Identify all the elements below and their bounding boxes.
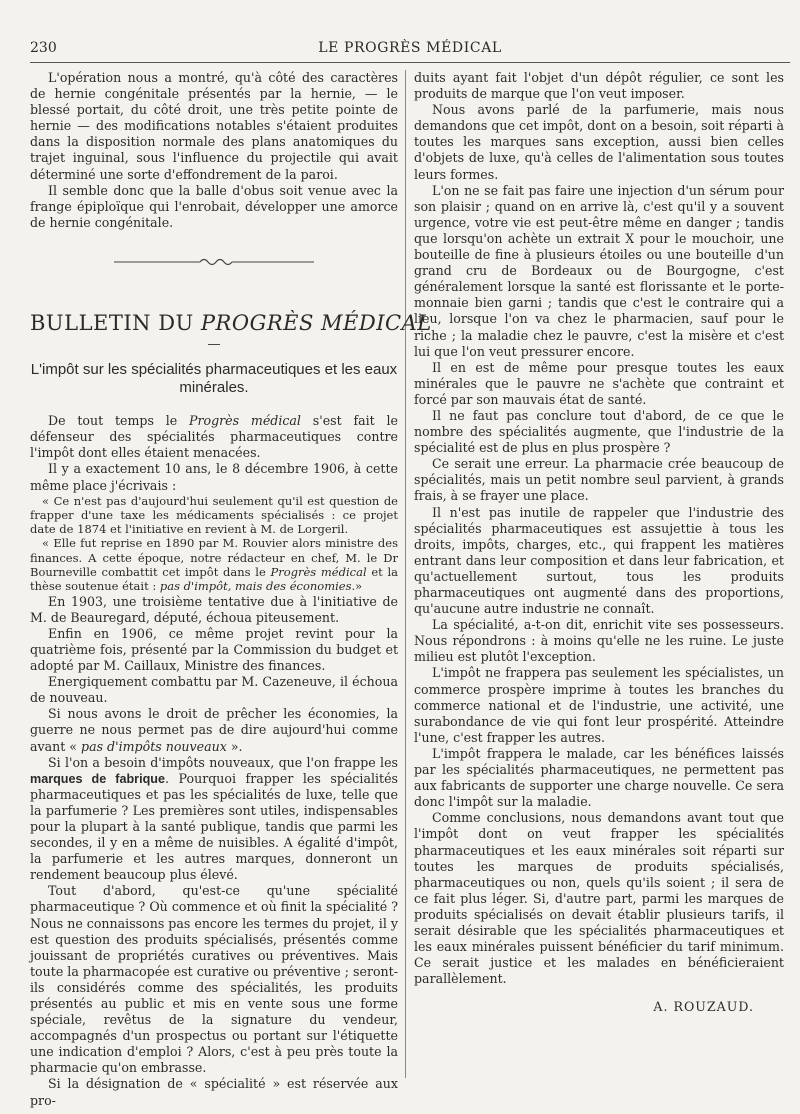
paragraph: L'on ne se fait pas faire une injection d'un sérum pour son plaisir ; quand on en arrive là, c'est qu'il y a souvent urgence, votre vie est peut-être même en danger ; tandis que lorsqu'on achète un extrait X pour le mouchoir, une bouteille de fine à plusieurs étoiles ou une bouteille d'un grand cru de Bordeaux ou de Bourgogne, c'est généralement lorsque la santé est florissante et le porte-monnaie bien garni ; tandis que c'est le contraire qui a lieu, lorsque l'on va chez le pharmacien, sauf pour le riche ; la maladie chez le pauvre, c'est la misère et c'est lui que l'on veut pressurer encore.	[414, 182, 784, 359]
paragraph: Enfin en 1906, ce même projet revint pour la quatrième fois, présenté par la Commission du budget et adopté par M. Caillaux, Ministre des finances.	[30, 625, 398, 674]
header-rule	[30, 62, 790, 63]
column-rule	[405, 70, 406, 1078]
paragraph: Il y a exactement 10 ans, le 8 décembre 1906, à cette même place j'écrivais :	[30, 461, 398, 493]
paragraph: La spécialité, a-t-on dit, enrichit vite ses possesseurs. Nous répondrons : à moins qu'elle ne les ruine. Le juste milieu est plutôt l'exception.	[414, 617, 784, 665]
paragraph: En 1903, une troisième tentative due à l'initiative de M. de Beauregard, député, échoua piteusement.	[30, 593, 398, 625]
paragraph: Tout d'abord, qu'est-ce qu'une spécialité pharmaceutique ? Où commence et où finit la spécialité ? Nous ne connaissons pas encore les termes du projet, il y est question des produits spécialisés, présentés comme jouissant de propriétés curatives ou préventives. Mais toute la pharmacopée est curative ou préventive ; seront-ils considérés comme des spécialités, les produits présentés au public et mis en vente sous une forme spéciale, revêtus de la signature du vendeur, accompagnés d'un prospectus ou portant sur l'étiquette une indication d'emploi ? Alors, c'est à peu près toute la pharmacie qu'on embrasse.	[30, 883, 398, 1076]
quote-paragraph: « Elle fut reprise en 1890 par M. Rouvier alors ministre des finances. A cette époque, notre rédacteur en chef, M. le Dr Bourneville combattit cet impôt dans le Progrès médical et la thèse soutenue était : pas d'impôt, mais des économies.»	[30, 536, 398, 594]
paragraph: Il semble donc que la balle d'obus soit venue avec la frange épiploïque qui l'enrobait, développer une amorce de hernie congénitale.	[30, 182, 398, 230]
paragraph: Nous avons parlé de la parfumerie, mais nous demandons que cet impôt, dont on a besoin, soit réparti à toutes les marques sans exception, aussi bien celles d'objets de luxe, qu'à celles de l'alimentation sous toutes leurs formes.	[414, 102, 784, 182]
author-signature: A. ROUZAUD.	[653, 999, 754, 1015]
paragraph: L'impôt ne frappera pas seulement les spécialistes, un commerce prospère imprime à toutes les branches du commerce national et de l'industrie, une activité, une surabondance de vie qui font leur prospérité. Atteindre l'une, c'est frapper les autres.	[414, 665, 784, 745]
paragraph: L'impôt frappera le malade, car les bénéfices laissés par les spécialités pharmaceutiques, ne permettent pas aux fabricants de supporter une charge nouvelle. Ce sera donc l'impôt sur la maladie.	[414, 745, 784, 810]
heading-dash: —	[207, 337, 221, 353]
paragraph: Il ne faut pas conclure tout d'abord, de ce que le nombre des spécialités augmente, que l'industrie de la spécialité est de plus en plus prospère ?	[414, 407, 784, 456]
ornament-divider	[30, 231, 398, 309]
paragraph: L'opération nous a montré, qu'à côté des caractères de hernie congénitale présentés par la hernie, — le blessé portait, du côté droit, une très petite pointe de hernie — des modifications notables s'étaient produites dans la disposition normale des plans anatomiques du trajet inguinal, sous l'influence du projectile qui avait déterminé une sorte d'effondrement de la paroi.	[30, 70, 398, 182]
article-title: L'impôt sur les spécialités pharmaceutiques et les eaux minérales.	[30, 361, 398, 397]
right-column	[414, 70, 784, 1015]
left-column	[30, 70, 432, 1109]
paragraph: Si la désignation de « spécialité » est réservée aux pro-	[30, 1076, 398, 1108]
paragraph: Il en est de même pour presque toutes les eaux minérales que le pauvre ne s'achète que contraint et forcé par son mauvais état de santé.	[414, 359, 784, 407]
page-number: 230	[30, 40, 57, 56]
quote-paragraph: « Ce n'est pas d'aujourd'hui seulement qu'il est question de frapper d'une taxe les médicaments spécialisés : ce projet date de 1874 et l'initiative en revient à M. de Lorgeril.	[30, 493, 398, 537]
paragraph: Comme conclusions, nous demandons avant tout que l'impôt dont on veut frapper les spécialités pharmaceutiques et les eaux minérales soit réparti sur toutes les marques de produits spécialisés, pharmaceutiques ou non, quels qu'ils soient ; il sera de ce fait plus léger. Si, d'autre part, parmi les marques de produits spécialisés on devait établir plusieurs tarifs, il serait désirable que les spécialités pharmaceutiques et les eaux minérales puissent bénéficier du tarif minimum. Ce serait justice et les malades en bénéficieraient parallèlement.	[414, 810, 784, 987]
paragraph: Il n'est pas inutile de rappeler que l'industrie des spécialités pharmaceutiques est assujettie à tous les droits, impôts, charges, etc., qui frappent les matières entrant dans leur composition et dans leur fabrication, et qu'actuellement surtout, tous les produits pharmaceutiques ont augmenté dans des proportions, qu'aucune autre industrie ne connaît.	[414, 504, 784, 617]
paragraph: Si nous avons le droit de prêcher les économies, la guerre ne nous permet pas de dire aujourd'hui comme avant « pas d'impôts nouveaux ».	[30, 706, 398, 754]
paragraph: De tout temps le Progrès médical s'est fait le défenseur des spécialités pharmaceutiques contre l'impôt dont elles étaient menacées.	[30, 413, 398, 461]
running-title: LE PROGRÈS MÉDICAL	[318, 40, 502, 56]
page-header	[30, 40, 790, 62]
paragraph: Si l'on a besoin d'impôts nouveaux, que l'on frappe les marques de fabrique. Pourquoi frapper les spécialités pharmaceutiques et pas les spécialités de luxe, telle que la parfumerie ? Les premières sont utiles, indispensables pour la plupart à la santé publique, tandis que parmi les secondes, il y en a même de nuisibles. A égalité d'impôt, la parfumerie et les autres marques, donneront un rendement beaucoup plus élevé.	[30, 754, 398, 883]
flourish-icon	[114, 257, 314, 267]
paragraph: Ce serait une erreur. La pharmacie crée beaucoup de spécialités, mais un petit nombre seul parvient, à grands frais, à se frayer une place.	[414, 456, 784, 504]
paragraph: Energiquement combattu par M. Cazeneuve, il échoua de nouveau.	[30, 674, 398, 706]
paragraph: duits ayant fait l'objet d'un dépôt régulier, ce sont les produits de marque que l'on veut imposer.	[414, 70, 784, 102]
section-heading: BULLETIN DU PROGRÈS MÉDICAL	[30, 310, 432, 335]
